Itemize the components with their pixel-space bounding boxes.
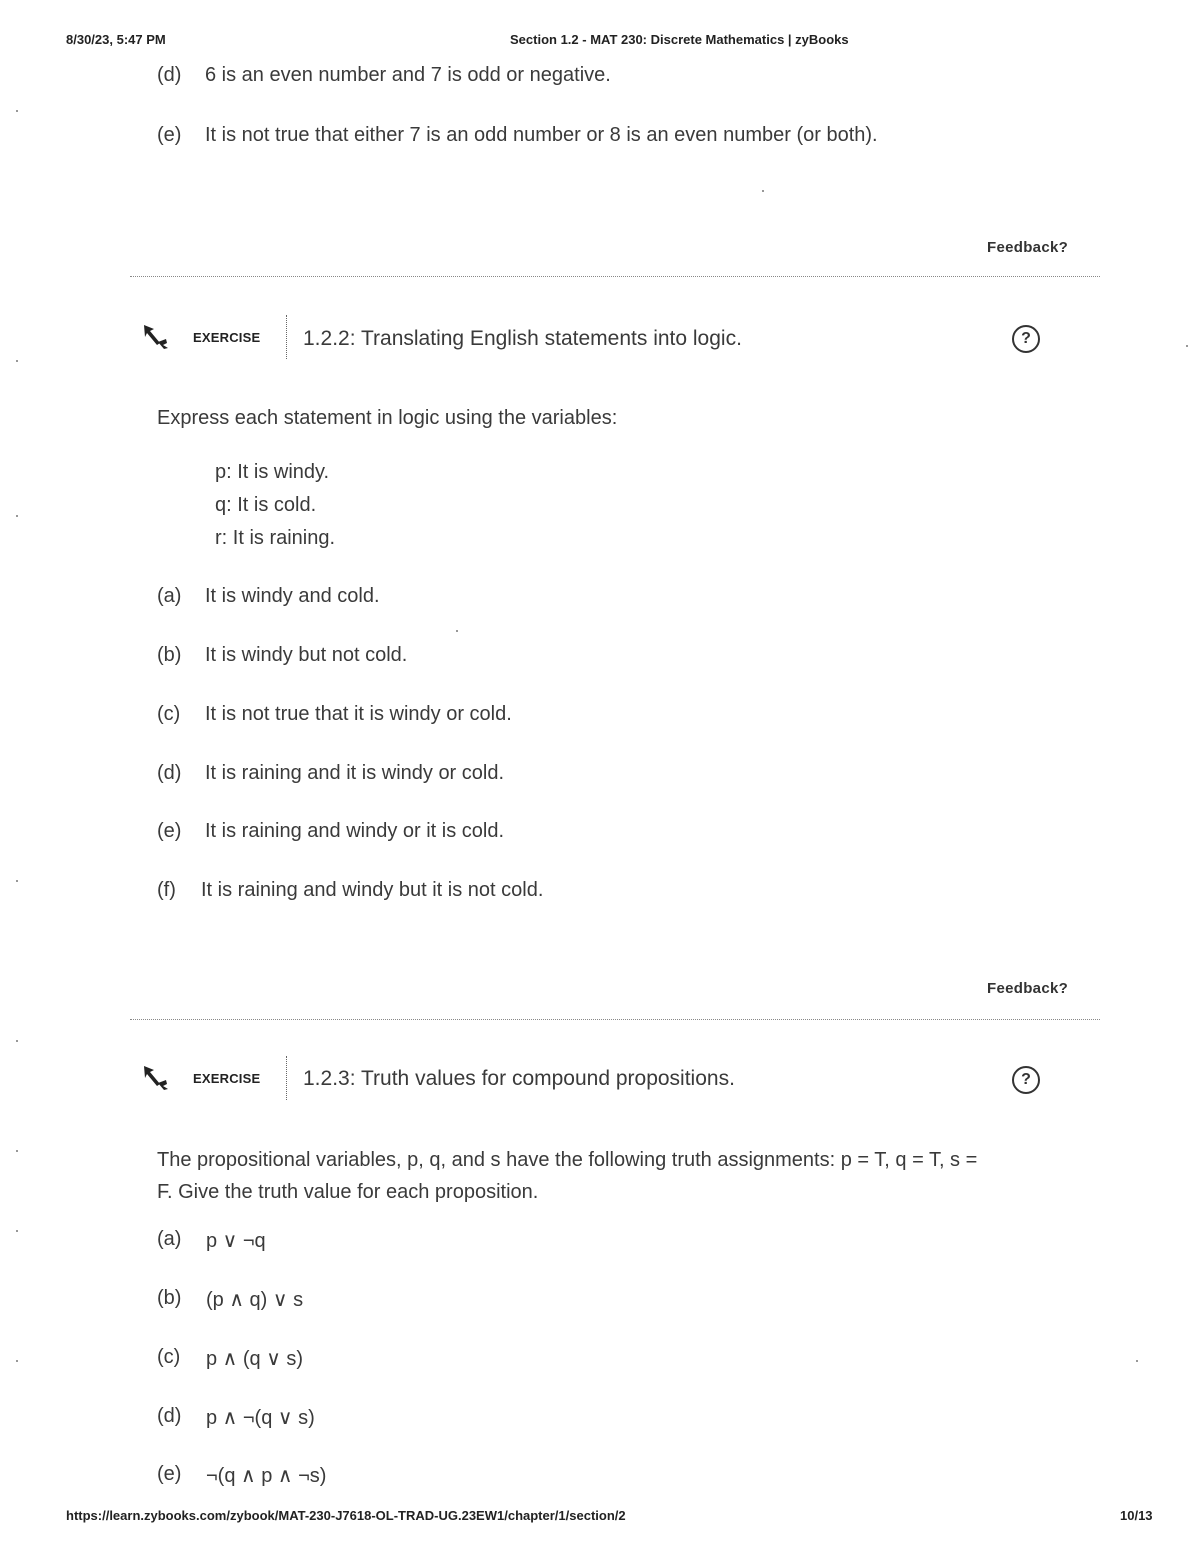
help-icon[interactable]: ?: [1012, 1066, 1040, 1094]
variable-p: p: It is windy.: [215, 461, 330, 483]
exercise-intro: Express each statement in logic using the variables:: [157, 407, 618, 429]
item-label: (f): [157, 879, 176, 901]
exercise-tools-icon: [140, 1062, 172, 1092]
scan-speck: [16, 880, 18, 882]
print-url: https://learn.zybooks.com/zybook/MAT-230-J7618-OL-TRAD-UG.23EW1/chapter/1/section/2: [66, 1508, 626, 1523]
item-text: It is not true that either 7 is an odd number or 8 is an even number (or both).: [205, 124, 878, 146]
exercise-tools-icon: [140, 321, 172, 351]
item-text: p ∨ ¬q: [206, 1230, 266, 1252]
item-label: (d): [157, 762, 182, 784]
item-text: It is raining and windy or it is cold.: [205, 820, 505, 842]
scan-speck: [16, 360, 18, 362]
item-label: (d): [157, 64, 182, 86]
section-divider: [130, 1019, 1100, 1020]
item-text: p ∧ ¬(q ∨ s): [206, 1407, 315, 1429]
exercise-label: EXERCISE: [193, 330, 261, 345]
scan-speck: [16, 515, 18, 517]
item-label: (a): [157, 585, 182, 607]
item-label: (b): [157, 1287, 182, 1309]
item-text: p ∧ (q ∨ s): [206, 1348, 304, 1370]
item-label: (d): [157, 1405, 182, 1427]
scan-speck: [16, 1230, 18, 1232]
print-page-number: 10/13: [1120, 1508, 1153, 1523]
item-text: It is raining and it is windy or cold.: [205, 762, 505, 784]
item-label: (e): [157, 1463, 182, 1485]
item-label: (e): [157, 820, 182, 842]
scan-speck: [16, 1150, 18, 1152]
item-label: (a): [157, 1228, 182, 1250]
exercise-intro-line1: The propositional variables, p, q, and s have the following truth assignments: p = T, q = T, s =: [157, 1149, 978, 1171]
item-label: (e): [157, 124, 182, 146]
header-divider: [286, 315, 287, 359]
feedback-link[interactable]: Feedback?: [987, 980, 1069, 997]
item-label: (c): [157, 703, 181, 725]
print-page-title: Section 1.2 - MAT 230: Discrete Mathematics | zyBooks: [510, 32, 849, 47]
item-text: 6 is an even number and 7 is odd or negative.: [205, 64, 611, 86]
item-text: It is windy but not cold.: [205, 644, 408, 666]
scan-speck: [762, 190, 764, 192]
scan-speck: [1186, 345, 1188, 347]
variable-q: q: It is cold.: [215, 494, 317, 516]
item-text: It is windy and cold.: [205, 585, 380, 607]
scan-speck: [16, 110, 18, 112]
scan-speck: [456, 630, 458, 632]
help-icon[interactable]: ?: [1012, 325, 1040, 353]
scan-speck: [16, 1360, 18, 1362]
section-divider: [130, 276, 1100, 277]
item-text: It is raining and windy but it is not cold.: [201, 879, 544, 901]
exercise-label: EXERCISE: [193, 1071, 261, 1086]
item-text: (p ∧ q) ∨ s: [206, 1289, 304, 1311]
feedback-link[interactable]: Feedback?: [987, 239, 1069, 256]
variable-r: r: It is raining.: [215, 527, 336, 549]
exercise-intro-line2: F. Give the truth value for each proposition.: [157, 1181, 539, 1203]
exercise-title: 1.2.3: Truth values for compound propositions.: [303, 1067, 735, 1090]
print-datetime: 8/30/23, 5:47 PM: [66, 32, 166, 47]
header-divider: [286, 1056, 287, 1100]
scan-speck: [16, 1040, 18, 1042]
item-text: ¬(q ∧ p ∧ ¬s): [206, 1465, 327, 1487]
scan-speck: [1136, 1360, 1138, 1362]
item-label: (c): [157, 1346, 181, 1368]
exercise-title: 1.2.2: Translating English statements into logic.: [303, 327, 742, 350]
item-text: It is not true that it is windy or cold.: [205, 703, 512, 725]
item-label: (b): [157, 644, 182, 666]
